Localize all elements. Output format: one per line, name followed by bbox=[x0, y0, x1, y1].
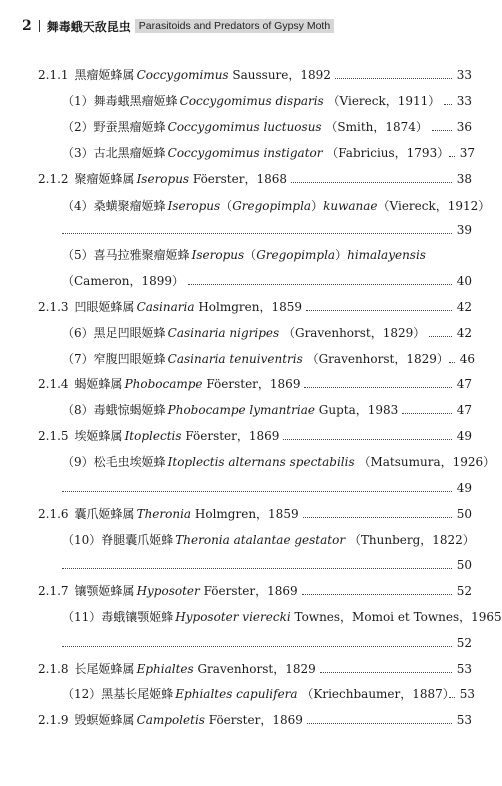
author-year: Föerster，1869 bbox=[181, 429, 280, 443]
entry-title bbox=[75, 659, 316, 679]
page-number: 33 bbox=[456, 94, 472, 108]
chinese-name: （4）桑蟥聚瘤姬蜂 bbox=[62, 199, 166, 213]
section-number: 2.1.5 bbox=[38, 429, 69, 443]
entry-title bbox=[62, 117, 428, 137]
toc-entry-row bbox=[38, 374, 472, 394]
leader-dots bbox=[303, 508, 452, 518]
leader-dots bbox=[188, 275, 452, 285]
leader-dots bbox=[62, 482, 452, 492]
toc-entry-row bbox=[38, 504, 472, 524]
entry-title bbox=[62, 323, 425, 343]
toc-entry[interactable] bbox=[0, 581, 500, 601]
scientific-name: Casinaria tenuiventris bbox=[167, 352, 303, 366]
toc-entry[interactable] bbox=[0, 555, 500, 575]
subgenus-open: （ bbox=[244, 248, 257, 262]
page-number: 50 bbox=[456, 558, 472, 572]
entry-title bbox=[62, 196, 491, 216]
author-year: Föerster，1868 bbox=[189, 172, 287, 186]
scientific-name: Ephialtes capulifera bbox=[175, 687, 298, 701]
entry-title bbox=[75, 169, 287, 189]
toc-entry-row bbox=[62, 400, 472, 420]
chinese-name: （2）野蚕黑瘤姬蜂 bbox=[62, 120, 166, 134]
chinese-name: （10）脊腿囊爪姬蜂 bbox=[62, 533, 174, 547]
leader-dots bbox=[62, 559, 452, 569]
toc-entry-row bbox=[62, 117, 472, 137]
page-number: 53 bbox=[456, 662, 472, 676]
section-number: 2.1.7 bbox=[38, 584, 69, 598]
chinese-name: 聚瘤姬蜂属 bbox=[74, 172, 135, 186]
author-year: Föerster，1869 bbox=[199, 584, 298, 598]
page-number: 46 bbox=[459, 352, 475, 366]
toc-entry-row bbox=[38, 65, 472, 85]
scientific-name: Iseropus bbox=[167, 199, 221, 213]
toc-entry[interactable] bbox=[0, 65, 500, 85]
author-year: （Kriechbaumer，1887） bbox=[297, 687, 455, 701]
toc-entry[interactable] bbox=[0, 659, 500, 679]
scientific-name: Hyposoter bbox=[136, 584, 200, 598]
leader-dots bbox=[429, 327, 452, 337]
author-year: Föerster，1869 bbox=[202, 377, 301, 391]
author-year: ）himalayensis bbox=[335, 248, 426, 262]
toc-entry-row bbox=[38, 297, 472, 317]
toc-entry-row bbox=[62, 220, 472, 240]
leader-dots bbox=[320, 663, 452, 673]
entry-title bbox=[62, 452, 496, 472]
author-year: Gravenhorst，1829 bbox=[193, 662, 316, 676]
toc-entry-row bbox=[62, 478, 472, 498]
chinese-name: （8）毒蛾惊蝎姬蜂 bbox=[62, 403, 166, 417]
scientific-name: Phobocampe lymantriae bbox=[167, 403, 315, 417]
toc-entry-row bbox=[38, 169, 472, 189]
scientific-name: Itoplectis alternans spectabilis bbox=[167, 455, 355, 469]
toc-entry[interactable] bbox=[0, 426, 500, 446]
scientific-name: Iseropus bbox=[136, 172, 190, 186]
scientific-name: Casinaria nigripes bbox=[167, 326, 280, 340]
section-number: 2.1.6 bbox=[38, 507, 69, 521]
chinese-name: 蝎姬蜂属 bbox=[74, 377, 123, 391]
chinese-name: （11）毒蛾镶颚姬蜂 bbox=[62, 610, 174, 624]
entry-title bbox=[62, 607, 502, 627]
toc-entry[interactable] bbox=[0, 169, 500, 189]
chinese-name: 毁螟姬蜂属 bbox=[74, 713, 135, 727]
author-year: （Matsumura，1926） bbox=[354, 455, 496, 469]
page-number: 2 bbox=[22, 18, 32, 34]
scientific-name: Phobocampe bbox=[124, 377, 203, 391]
toc-entry-row bbox=[38, 659, 472, 679]
page-number: 42 bbox=[456, 326, 472, 340]
toc-entry[interactable] bbox=[0, 196, 500, 216]
scientific-name: Theronia atalantae gestator bbox=[175, 533, 346, 547]
page-number: 33 bbox=[456, 68, 472, 82]
author-year: （Gravenhorst，1829） bbox=[302, 352, 449, 366]
scientific-name: Hyposoter vierecki bbox=[175, 610, 291, 624]
subgenus-name: Gregopimpla bbox=[232, 199, 312, 213]
chinese-name: （3）古北黑瘤姬蜂 bbox=[62, 146, 166, 160]
toc-entry-row bbox=[62, 91, 472, 111]
entry-title bbox=[75, 65, 331, 85]
entry-title bbox=[75, 426, 280, 446]
leader-dots bbox=[304, 378, 452, 388]
author-year: Gupta，1983 bbox=[314, 403, 399, 417]
author-year: （Cameron，1899） bbox=[62, 274, 185, 288]
scientific-name: Coccygomimus instigator bbox=[167, 146, 323, 160]
chinese-name: （9）松毛虫埃姬蜂 bbox=[62, 455, 166, 469]
section-number: 2.1.8 bbox=[38, 662, 69, 676]
chinese-name: （1）舞毒蛾黑瘤姬蜂 bbox=[62, 94, 178, 108]
leader-dots bbox=[302, 585, 452, 595]
leader-dots bbox=[291, 173, 452, 183]
page-number: 52 bbox=[456, 636, 472, 650]
leader-dots bbox=[432, 121, 452, 131]
toc-entry-row bbox=[62, 143, 475, 163]
toc-entry-row bbox=[62, 530, 475, 550]
leader-dots bbox=[306, 301, 452, 311]
entry-title bbox=[62, 271, 184, 291]
author-year: Holmgren，1859 bbox=[194, 300, 303, 314]
entry-title bbox=[62, 143, 450, 163]
chinese-name: 囊爪姬蜂属 bbox=[74, 507, 135, 521]
entry-title bbox=[62, 684, 455, 704]
scientific-name: Theronia bbox=[136, 507, 192, 521]
toc-entry[interactable] bbox=[0, 220, 500, 240]
entry-title bbox=[62, 530, 475, 550]
entry-title bbox=[62, 349, 449, 369]
scientific-name: Casinaria bbox=[136, 300, 195, 314]
toc-entry[interactable] bbox=[0, 710, 500, 730]
leader-dots bbox=[335, 69, 452, 79]
toc-entry[interactable] bbox=[0, 400, 500, 420]
species-epithet: himalayensis bbox=[347, 248, 426, 262]
page-number: 47 bbox=[456, 377, 472, 391]
toc-entry-row bbox=[38, 710, 472, 730]
page-number: 53 bbox=[456, 713, 472, 727]
page-number: 42 bbox=[456, 300, 472, 314]
subgenus-open: （ bbox=[220, 199, 233, 213]
toc-entry-row bbox=[38, 581, 472, 601]
author-year: Townes，Momoi et Townes，1965 bbox=[290, 610, 502, 624]
book-title-en: Parasitoids and Predators of Gypsy Moth bbox=[135, 19, 334, 33]
toc-entry[interactable] bbox=[0, 143, 500, 163]
toc-entry[interactable] bbox=[0, 633, 500, 653]
toc-entry[interactable] bbox=[0, 349, 500, 369]
author-year: Holmgren，1859 bbox=[191, 507, 299, 521]
author-year: （Smith，1874） bbox=[321, 120, 428, 134]
toc-entry-row bbox=[62, 245, 472, 265]
section-number: 2.1.3 bbox=[38, 300, 69, 314]
toc-entry-row bbox=[62, 323, 472, 343]
section-number: 2.1.4 bbox=[38, 377, 69, 391]
toc-entry-row bbox=[62, 684, 475, 704]
toc-entry[interactable] bbox=[0, 504, 500, 524]
page-number: 37 bbox=[459, 146, 475, 160]
toc-entry[interactable] bbox=[0, 607, 500, 627]
page-number: 38 bbox=[456, 172, 472, 186]
chinese-name: 凹眼姬蜂属 bbox=[74, 300, 135, 314]
author-year: ）kuwanae（Viereck，1912） bbox=[311, 199, 491, 213]
header-divider bbox=[39, 20, 40, 32]
toc-entry[interactable] bbox=[0, 374, 500, 394]
page-number: 36 bbox=[456, 120, 472, 134]
scientific-name: Ephialtes bbox=[136, 662, 194, 676]
toc-entry-row bbox=[38, 426, 472, 446]
scientific-name: Coccygomimus disparis bbox=[179, 94, 324, 108]
book-title-cn: 舞毒蛾天敌昆虫 bbox=[46, 19, 131, 34]
page-number: 53 bbox=[459, 687, 475, 701]
subgenus-name: Gregopimpla bbox=[256, 248, 336, 262]
toc-entry[interactable] bbox=[0, 297, 500, 317]
chinese-name: 埃姬蜂属 bbox=[74, 429, 123, 443]
scientific-name: Coccygomimus bbox=[136, 68, 229, 82]
scientific-name: Iseropus bbox=[191, 248, 245, 262]
page-number: 39 bbox=[456, 223, 472, 237]
toc-entry[interactable] bbox=[0, 323, 500, 343]
toc-entry-row bbox=[62, 196, 491, 216]
toc-entry[interactable] bbox=[0, 271, 500, 291]
leader-dots bbox=[62, 637, 452, 647]
author-year: Föerster，1869 bbox=[204, 713, 303, 727]
toc-entry[interactable] bbox=[0, 684, 500, 704]
author-year: （Fabricius，1793） bbox=[322, 146, 450, 160]
page-number: 49 bbox=[456, 481, 472, 495]
page-number: 40 bbox=[456, 274, 472, 288]
section-number: 2.1.9 bbox=[38, 713, 69, 727]
toc-entry[interactable] bbox=[0, 530, 500, 550]
toc-entry[interactable] bbox=[0, 117, 500, 137]
chinese-name: 长尾姬蜂属 bbox=[74, 662, 135, 676]
scientific-name: Itoplectis bbox=[124, 429, 182, 443]
leader-dots bbox=[402, 404, 452, 414]
chinese-name: 镶颚姬蜂属 bbox=[74, 584, 135, 598]
chinese-name: 黑瘤姬蜂属 bbox=[74, 68, 135, 82]
scientific-name: Coccygomimus luctuosus bbox=[167, 120, 322, 134]
author-year: Saussure，1892 bbox=[228, 68, 331, 82]
entry-title bbox=[62, 245, 426, 265]
page-number: 50 bbox=[456, 507, 472, 521]
leader-dots bbox=[444, 95, 452, 105]
entry-title bbox=[75, 581, 298, 601]
chinese-name: （5）喜马拉雅聚瘤姬蜂 bbox=[62, 248, 190, 262]
author-year: （Viereck，1911） bbox=[323, 94, 441, 108]
section-number: 2.1.1 bbox=[38, 68, 69, 82]
toc-entry-row bbox=[62, 555, 472, 575]
chinese-name: （6）黑足凹眼姬蜂 bbox=[62, 326, 166, 340]
leader-dots bbox=[62, 224, 452, 234]
leader-dots bbox=[449, 688, 455, 698]
entry-title bbox=[75, 374, 301, 394]
entry-title bbox=[62, 400, 398, 420]
leader-dots bbox=[449, 147, 455, 157]
page-number: 47 bbox=[456, 403, 472, 417]
toc-entry-row bbox=[62, 271, 472, 291]
toc-entry[interactable] bbox=[0, 452, 500, 472]
species-epithet: kuwanae bbox=[323, 199, 378, 213]
author-year: （Thunberg，1822） bbox=[345, 533, 475, 547]
toc-entry-row bbox=[62, 633, 472, 653]
leader-dots bbox=[307, 714, 452, 724]
scientific-name: Campoletis bbox=[136, 713, 205, 727]
toc-entry[interactable] bbox=[0, 91, 500, 111]
chinese-name: （7）窄腹凹眼姬蜂 bbox=[62, 352, 166, 366]
chinese-name: （12）黑基长尾姬蜂 bbox=[62, 687, 174, 701]
section-number: 2.1.2 bbox=[38, 172, 69, 186]
leader-dots bbox=[283, 430, 452, 440]
entry-title bbox=[62, 91, 440, 111]
author-year: （Gravenhorst，1829） bbox=[279, 326, 426, 340]
entry-title bbox=[75, 297, 302, 317]
toc-entry-row bbox=[62, 452, 496, 472]
toc-entry-row bbox=[62, 349, 475, 369]
toc-entry[interactable] bbox=[0, 478, 500, 498]
page-number: 49 bbox=[456, 429, 472, 443]
page-number: 52 bbox=[456, 584, 472, 598]
entry-title bbox=[75, 504, 299, 524]
entry-title bbox=[75, 710, 303, 730]
running-header bbox=[22, 18, 334, 34]
leader-dots bbox=[449, 353, 455, 363]
toc-entry-row bbox=[62, 607, 502, 627]
toc-entry[interactable] bbox=[0, 245, 500, 265]
